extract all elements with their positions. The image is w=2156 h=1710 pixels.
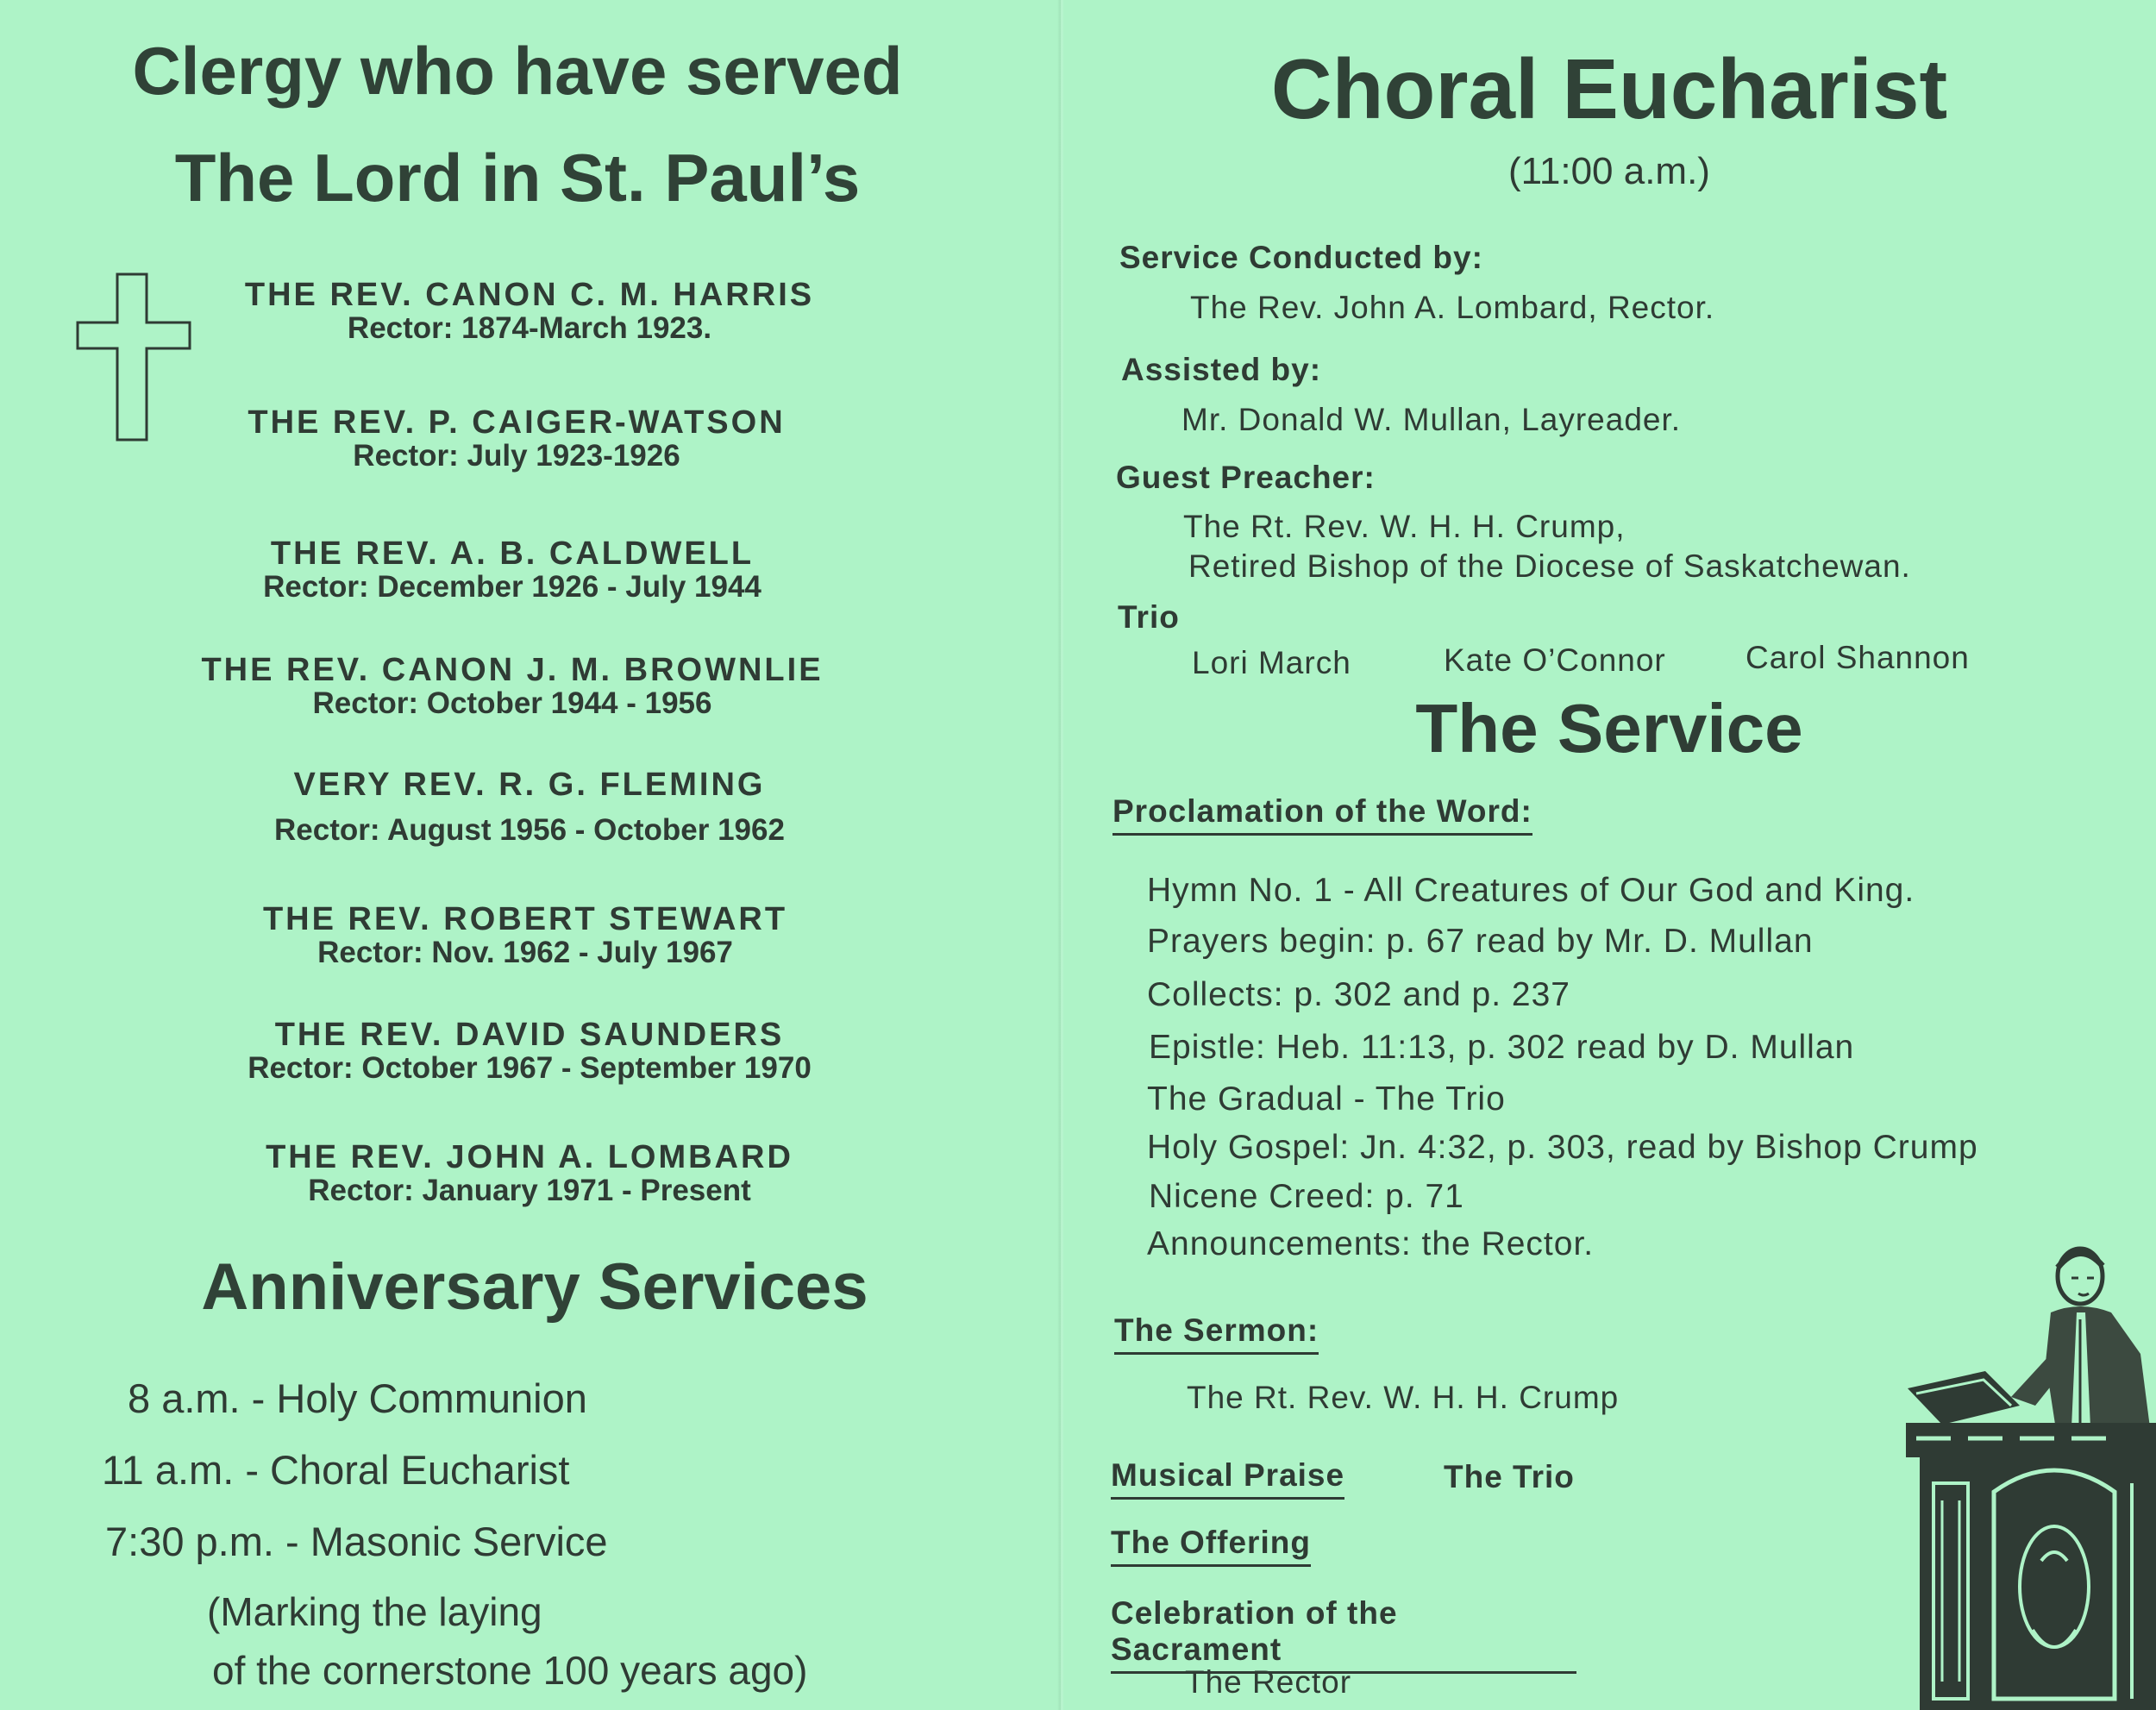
preacher-pulpit-illustration — [1882, 1233, 2156, 1710]
right-panel — [1062, 0, 2156, 1710]
clergy-name: THE REV. DAVID SAUNDERS — [274, 1017, 785, 1053]
clergy-entry-lombard — [0, 1140, 1059, 1207]
sermon-value: The Rt. Rev. W. H. H. Crump — [1187, 1380, 1620, 1415]
proclamation-item: Collects: p. 302 and p. 237 — [1147, 976, 1570, 1013]
proclamation-item: Hymn No. 1 - All Creatures of Our God and King. — [1147, 872, 1915, 909]
left-panel — [0, 0, 1059, 1710]
trio-member: Carol Shannon — [1745, 640, 1970, 675]
service-time: 11 a.m. — [102, 1447, 235, 1493]
service-row-eucharist: 11 a.m. - Choral Eucharist — [102, 1447, 570, 1493]
guest-preacher-label: Guest Preacher: — [1116, 460, 1376, 495]
clergy-tenure: Rector: Nov. 1962 - July 1967 — [317, 936, 733, 969]
service-time: 7:30 p.m. — [105, 1519, 274, 1564]
service-name: Masonic Service — [310, 1519, 608, 1564]
celebration-label: Celebration of the Sacrament — [1111, 1595, 1576, 1674]
guest-preacher-line2: Retired Bishop of the Diocese of Saskatchewan. — [1188, 548, 1911, 584]
clergy-title-line1: Clergy who have served — [132, 33, 903, 109]
trio-member: Kate O’Connor — [1444, 642, 1666, 678]
clergy-tenure: Rector: January 1971 - Present — [308, 1174, 751, 1207]
cornerstone-note-line2: of the cornerstone 100 years ago) — [212, 1648, 808, 1693]
proclamation-item: Epistle: Heb. 11:13, p. 302 read by D. Mullan — [1149, 1029, 1855, 1066]
proclamation-item: Prayers begin: p. 67 read by Mr. D. Mullan — [1147, 923, 1814, 960]
clergy-tenure: Rector: August 1956 - October 1962 — [274, 813, 785, 847]
proclamation-label: Proclamation of the Word: — [1112, 793, 1532, 836]
conducted-label: Service Conducted by: — [1119, 240, 1483, 275]
clergy-name: THE REV. A. B. CALDWELL — [270, 536, 755, 572]
assisted-label: Assisted by: — [1121, 352, 1322, 387]
sermon-label: The Sermon: — [1114, 1312, 1319, 1355]
service-time-label: (11:00 a.m.) — [1508, 150, 1710, 192]
clergy-entry-caiger-watson — [0, 405, 1046, 473]
service-row-communion: 8 a.m. - Holy Communion — [128, 1375, 587, 1421]
proclamation-item: Holy Gospel: Jn. 4:32, p. 303, read by Bishop Crump — [1147, 1129, 1978, 1166]
the-service-title: The Service — [1415, 690, 1803, 767]
anniversary-title: Anniversary Services — [201, 1250, 868, 1324]
proclamation-item: Nicene Creed: p. 71 — [1149, 1178, 1464, 1215]
assisted-value: Mr. Donald W. Mullan, Layreader. — [1181, 402, 1682, 437]
clergy-entry-harris — [0, 278, 1059, 345]
service-row-masonic: 7:30 p.m. - Masonic Service — [105, 1519, 608, 1564]
choral-eucharist-title: Choral Eucharist — [1270, 41, 1948, 136]
clergy-entry-caldwell — [0, 536, 1042, 604]
clergy-name: THE REV. P. CAIGER-WATSON — [248, 404, 786, 441]
clergy-tenure: Rector: October 1944 - 1956 — [312, 686, 712, 720]
service-name: Holy Communion — [276, 1375, 587, 1421]
clergy-name: THE REV. ROBERT STEWART — [262, 901, 788, 937]
guest-preacher-line1: The Rt. Rev. W. H. H. Crump, — [1183, 509, 1626, 544]
service-name: Choral Eucharist — [270, 1447, 570, 1493]
offering-label: The Offering — [1111, 1525, 1311, 1567]
clergy-entry-brownlie — [0, 653, 1042, 720]
proclamation-item: Announcements: the Rector. — [1147, 1225, 1595, 1262]
clergy-name: VERY REV. R. G. FLEMING — [293, 767, 766, 803]
clergy-tenure: Rector: July 1923-1926 — [353, 439, 680, 473]
clergy-title-line2: The Lord in St. Paul’s — [174, 140, 861, 216]
service-time: 8 a.m. — [128, 1375, 241, 1421]
clergy-tenure: Rector: 1874-March 1923. — [347, 311, 712, 345]
cornerstone-note-line1: (Marking the laying — [207, 1589, 542, 1634]
clergy-name: THE REV. CANON J. M. BROWNLIE — [201, 652, 824, 688]
proclamation-item: The Gradual - The Trio — [1147, 1080, 1506, 1118]
clergy-entry-stewart — [0, 902, 1055, 969]
clergy-name: THE REV. JOHN A. LOMBARD — [266, 1139, 793, 1175]
clergy-entry-fleming — [0, 767, 1059, 847]
clergy-entry-saunders — [0, 1018, 1059, 1085]
conducted-value: The Rev. John A. Lombard, Rector. — [1190, 290, 1715, 325]
trio-member: Lori March — [1192, 645, 1351, 680]
clergy-tenure: Rector: October 1967 - September 1970 — [248, 1051, 812, 1085]
clergy-tenure: Rector: December 1926 - July 1944 — [263, 570, 761, 604]
trio-label: Trio — [1118, 599, 1180, 635]
musical-praise-label: Musical Praise — [1111, 1457, 1344, 1500]
musical-praise-value: The Trio — [1444, 1459, 1575, 1494]
celebration-value: The Rector — [1185, 1664, 1352, 1700]
clergy-name: THE REV. CANON C. M. HARRIS — [244, 277, 815, 313]
